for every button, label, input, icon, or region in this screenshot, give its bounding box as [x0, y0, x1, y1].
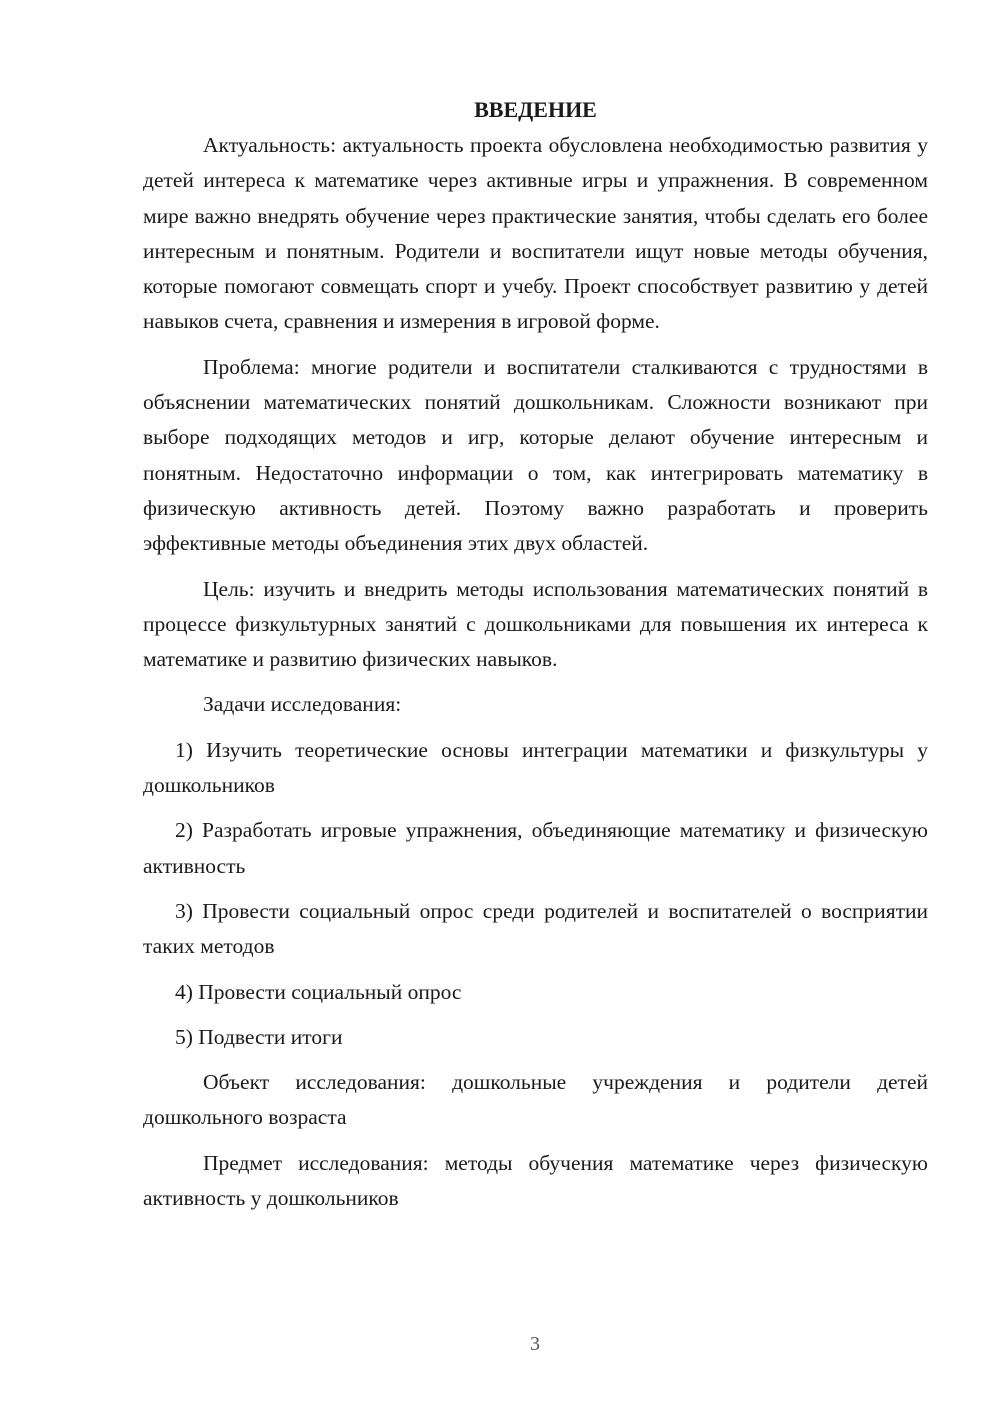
object-paragraph: Объект исследования: дошкольные учреждения и родители детей дошкольного возраста [143, 1070, 928, 1130]
section-heading: ВВЕДЕНИЕ [474, 97, 597, 122]
task-item-5: 5) Подвести итоги [175, 1024, 343, 1049]
problem-paragraph: Проблема: многие родители и воспитатели сталкиваются с трудностями в объяснении математических понятий дошкольникам. Сложности возникают при выборе подходящих методов и игр, которые делают обучение интересным и понятным. Недостаточно информации о том, как интегрировать математику в физическую активность детей. Поэтому важно разработать и проверить эффективные методы объединения этих двух областей. [143, 354, 928, 556]
task-item-2: 2) Разработать игровые упражнения, объединяющие математику и физическую активность [143, 818, 928, 878]
tasks-heading: Задачи исследования: [203, 692, 402, 717]
goal-paragraph: Цель: изучить и внедрить методы использования математических понятий в процессе физкультурных занятий с дошкольниками для повышения их интереса к математике и развитию физических навыков. [143, 576, 928, 672]
task-item-1: 1) Изучить теоретические основы интеграции математики и физкультуры у дошкольников [143, 737, 928, 798]
document-page [143, 92, 928, 1226]
page-number: 3 [530, 1333, 540, 1355]
task-item-4: 4) Провести социальный опрос [175, 979, 462, 1004]
subject-paragraph: Предмет исследования: методы обучения математике через физическую активность у дошкольников [143, 1150, 928, 1211]
task-item-3: 3) Провести социальный опрос среди родителей и воспитателей о восприятии таких методов [143, 898, 928, 959]
relevance-paragraph: Актуальность: актуальность проекта обусловлена необходимостью развития у детей интереса к математике через активные игры и упражнения. В современном мире важно внедрять обучение через практические занятия, чтобы сделать его более интересным и понятным. Родители и воспитатели ищут новые методы обучения, которые помогают совмещать спорт и учебу. Проект способствует развитию у детей навыков счета, сравнения и измерения в игровой форме. [143, 133, 928, 334]
